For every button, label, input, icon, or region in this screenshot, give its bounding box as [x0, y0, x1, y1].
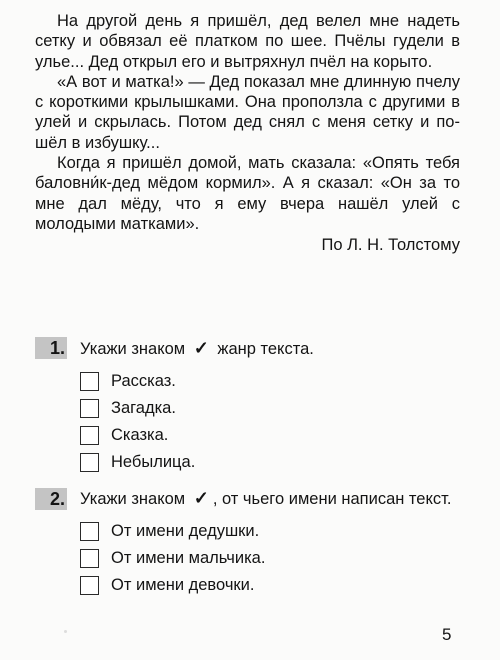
task-1-option[interactable]	[80, 395, 465, 422]
option-label: От имени дедушки.	[111, 522, 260, 540]
option-label: Небылица.	[111, 453, 196, 471]
checkbox-icon[interactable]	[80, 576, 99, 595]
option-label: От имени девочки.	[111, 576, 255, 594]
checkmark-icon: ✓	[193, 338, 209, 358]
checkbox-icon[interactable]	[80, 522, 99, 541]
option-label: От имени мальчика.	[111, 549, 266, 567]
task-1	[35, 337, 465, 476]
task-2-options	[35, 518, 465, 599]
task-2-option[interactable]	[80, 518, 465, 545]
story-paragraph-2: «А вот и матка!» — Дед показал мне длинную пчелу с короткими крылышками. Она проползла с другими в улей и скрылась. Потом дед снял с меня сетку и пошёл в избушку...	[35, 72, 460, 152]
option-label: Сказка.	[111, 426, 169, 444]
option-label: Загадка.	[111, 399, 176, 417]
task-1-question-end: жанр текста.	[217, 340, 314, 358]
task-2-number: 2.	[35, 488, 67, 510]
task-1-question	[35, 337, 465, 360]
task-1-option[interactable]	[80, 368, 465, 395]
scan-speck	[64, 630, 67, 633]
task-2-header	[35, 488, 465, 510]
task-1-options	[35, 368, 465, 476]
story-paragraph-1: На другой день я пришёл, дед велел мне надеть сетку и обвязал её платком по шее. Пчёлы гудели в улье... Дед открыл его и вытряхнул пчёл на корыто.	[35, 12, 460, 71]
checkbox-icon[interactable]	[80, 399, 99, 418]
task-2-question-start: Укажи знаком	[80, 490, 186, 508]
task-2	[35, 488, 465, 599]
checkbox-icon[interactable]	[80, 453, 99, 472]
task-2-option[interactable]	[80, 572, 465, 599]
task-1-option[interactable]	[80, 449, 465, 476]
story-author: По Л. Н. Толстому	[321, 236, 460, 255]
task-1-number: 1.	[35, 337, 67, 359]
task-1-header	[35, 337, 465, 360]
task-2-question	[35, 488, 465, 510]
task-1-question-start: Укажи знаком	[80, 340, 186, 358]
option-label: Рассказ.	[111, 372, 176, 390]
checkbox-icon[interactable]	[80, 426, 99, 445]
task-1-option[interactable]	[80, 422, 465, 449]
checkbox-icon[interactable]	[80, 549, 99, 568]
checkmark-icon: ✓	[193, 488, 209, 508]
checkbox-icon[interactable]	[80, 372, 99, 391]
story-paragraph-3: Когда я пришёл домой, мать сказала: «Опять тебя баловни́к-дед мёдом кормил». А я сказал: «Он за то мне дал мёду, что я ему вчера нашёл улей с молодыми матками».	[35, 154, 460, 233]
story-text	[35, 11, 460, 256]
task-2-question-end: , от чьего имени написан текст.	[212, 490, 452, 508]
page-number: 5	[442, 625, 452, 644]
task-2-option[interactable]	[80, 545, 465, 572]
